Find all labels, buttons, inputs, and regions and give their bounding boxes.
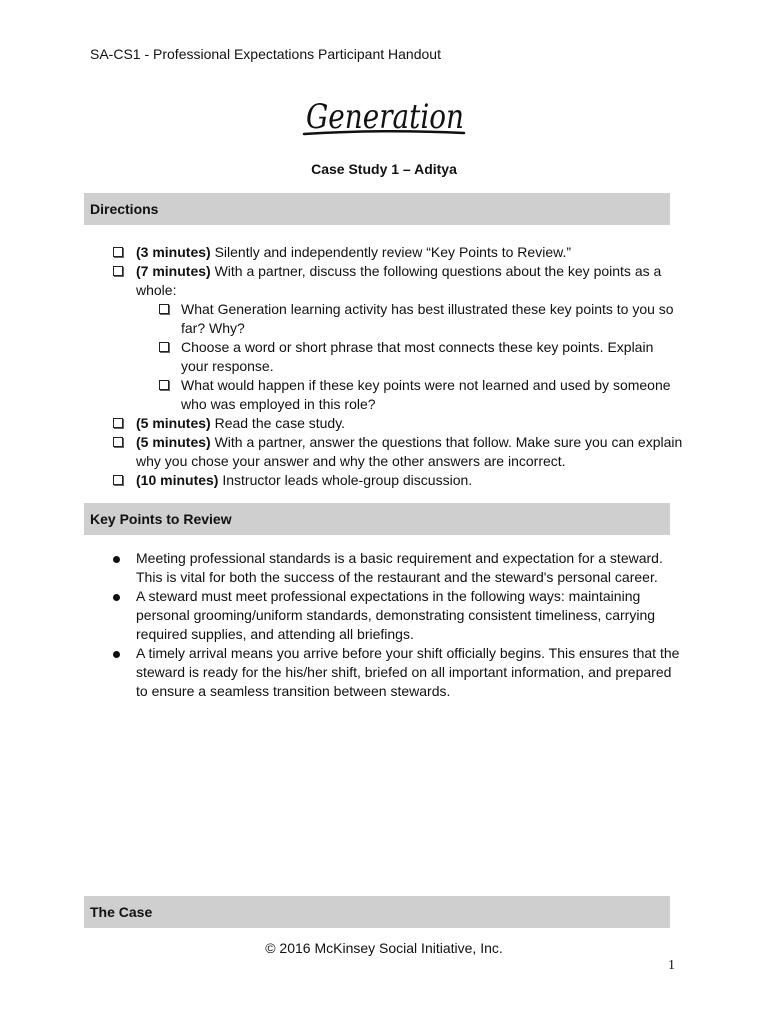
checkbox-icon xyxy=(159,304,169,314)
time-label: (10 minutes) xyxy=(136,472,219,488)
generation-logo xyxy=(300,90,470,142)
checkbox-icon xyxy=(113,475,123,485)
bullet-icon xyxy=(113,594,120,601)
bullet-icon xyxy=(113,556,120,563)
checklist-subitem xyxy=(108,300,683,338)
checkbox-icon xyxy=(113,418,123,428)
checklist-item xyxy=(108,414,683,433)
checkbox-icon xyxy=(159,380,169,390)
key-point-text: A steward must meet professional expectations in the following ways: maintaining personal grooming/uniform standards, demonstrating consistent timeliness, carrying required supplies, and attending all briefings. xyxy=(136,588,656,642)
document-header: SA-CS1 - Professional Expectations Participant Handout xyxy=(90,46,441,62)
the-case-heading: The Case xyxy=(84,896,670,928)
item-text: Choose a word or short phrase that most connects these key points. Explain your response. xyxy=(181,339,654,374)
key-point-item xyxy=(108,587,683,644)
item-text: Silently and independently review “Key Points to Review.” xyxy=(210,244,571,260)
checkbox-icon xyxy=(159,342,169,352)
time-label: (5 minutes) xyxy=(136,415,211,431)
key-point-item xyxy=(108,644,683,701)
checklist-item xyxy=(108,243,683,262)
checkbox-icon xyxy=(113,266,123,276)
key-points-heading: Key Points to Review xyxy=(84,503,670,535)
checklist-item xyxy=(108,471,683,490)
time-label: (5 minutes) xyxy=(136,434,211,450)
key-point-item xyxy=(108,549,683,587)
copyright-footer: © 2016 McKinsey Social Initiative, Inc. xyxy=(265,940,503,956)
case-study-title: Case Study 1 – Aditya xyxy=(311,161,457,177)
logo-text: Generation xyxy=(306,97,464,137)
key-point-text: A timely arrival means you arrive before your shift officially begins. This ensures that the steward is ready for the his/her shift, briefed on all important information, and prepared to ensure a seamless transition between stewards. xyxy=(136,645,680,699)
checklist-subitem xyxy=(108,376,683,414)
item-text: With a partner, answer the questions that follow. Make sure you can explain why you chose your answer and why the other answers are incorrect. xyxy=(136,434,683,469)
item-text: What Generation learning activity has best illustrated these key points to you so far? Why? xyxy=(181,301,674,336)
item-text: Instructor leads whole-group discussion. xyxy=(218,472,473,488)
item-text: What would happen if these key points were not learned and used by someone who was employed in this role? xyxy=(181,377,671,412)
checklist-item xyxy=(108,433,683,471)
item-text: Read the case study. xyxy=(210,415,346,431)
page-number: 1 xyxy=(668,958,675,973)
checkbox-icon xyxy=(113,437,123,447)
checkbox-icon xyxy=(113,247,123,257)
key-points-list xyxy=(108,549,683,701)
directions-checklist xyxy=(108,243,683,490)
time-label: (7 minutes) xyxy=(136,263,211,279)
directions-heading: Directions xyxy=(84,193,670,225)
item-text: With a partner, discuss the following questions about the key points as a whole: xyxy=(136,263,662,298)
key-point-text: Meeting professional standards is a basic requirement and expectation for a steward. This is vital for both the success of the restaurant and the steward's personal career. xyxy=(136,550,663,585)
time-label: (3 minutes) xyxy=(136,244,211,260)
checklist-item xyxy=(108,262,683,300)
bullet-icon xyxy=(113,651,120,658)
checklist-subitem xyxy=(108,338,683,376)
